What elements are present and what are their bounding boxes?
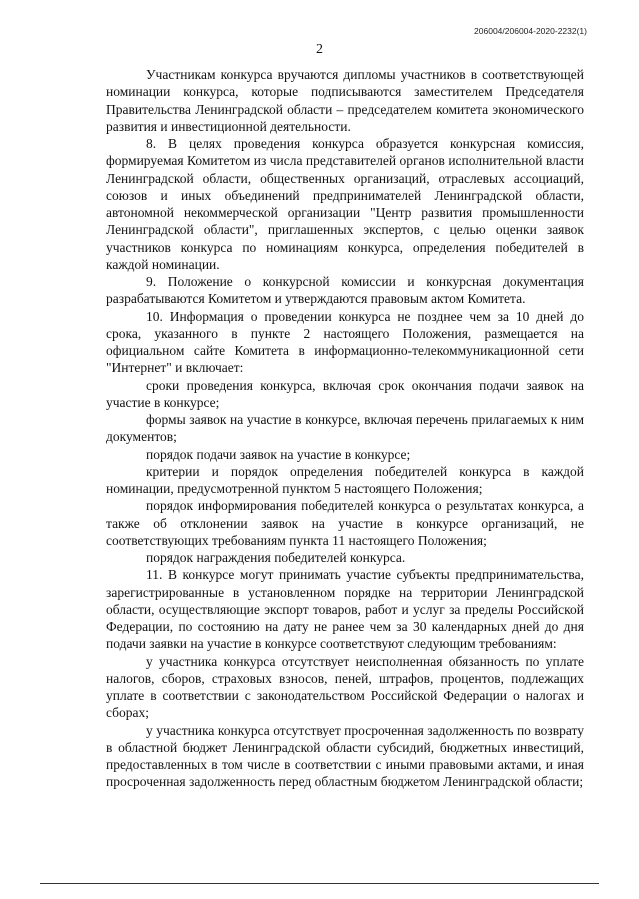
- paragraph-8: 8. В целях проведения конкурса образуется конкурсная комиссия, формируемая Комитетом из числа представителей органов исполнительной власти Ленинградской области, общественных организаций, отраслевых ассоциаций, союзов и иных объединений предпринимателей Ленинградской области, автономной некоммерческой организации "Центр развития промышленности Ленинградской области", приглашенных экспертов, с целью оценки заявок участников конкурса по номинациям конкурса, определения победителей в каждой номинации.: [106, 136, 584, 272]
- paragraph-11: 11. В конкурсе могут принимать участие субъекты предпринимательства, зарегистрированные в установленном порядке на территории Ленинградской области, осуществляющие экспорт товаров, работ и услуг за пределы Российской Федерации, по состоянию на дату не ранее чем за 30 календарных дней до дня подачи заявки на участие в конкурсе соответствуют следующим требованиям:: [106, 567, 584, 652]
- paragraph-diplomas: Участникам конкурса вручаются дипломы участников в соответствующей номинации конкурса, которые подписываются заместителем Председателя Правительства Ленинградской области – председателем комитета экономического развития и инвестиционной деятельности.: [106, 67, 584, 134]
- list-item: сроки проведения конкурса, включая срок окончания подачи заявок на участие в конкурсе;: [106, 377, 584, 410]
- list-item: порядок награждения победителей конкурса.: [146, 550, 406, 565]
- paragraph-9: 9. Положение о конкурсной комиссии и конкурсная документация разрабатываются Комитетом и утверждаются правовым актом Комитета.: [106, 274, 584, 307]
- paragraph-10: 10. Информация о проведении конкурса не позднее чем за 10 дней до срока, указанного в пункте 2 настоящего Положения, размещается на официальном сайте Комитета в информационно-телекоммуникационной сети "Интернет" и включает:: [106, 308, 584, 376]
- list-item: порядок подачи заявок на участие в конкурсе;: [146, 446, 411, 462]
- document-id: 206004/206004-2020-2232(1): [474, 26, 587, 36]
- list-item: у участника конкурса отсутствует просроченная задолженность по возврату в областной бюджет Ленинградской области субсидий, бюджетных инвестиций, предоставленных в том числе в соответствии с иными правовыми актами, и иная просроченная задолженность перед областным бюджетом Ленинградской области;: [106, 722, 584, 790]
- list-item: у участника конкурса отсутствует неисполненная обязанность по уплате налогов, сборов, страховых взносов, пеней, штрафов, процентов, подлежащих уплате в соответствии с законодательством Российской Федерации о налогах и сборах;: [106, 653, 584, 721]
- page-number: 2: [316, 42, 323, 57]
- document-body: [106, 66, 584, 791]
- footer-divider: [40, 883, 599, 884]
- list-item: порядок информирования победителей конкурса о результатах конкурса, а также об отклонении заявок на участие в конкурсе организаций, не соответствующих требованиям пункта 11 настоящего Положения;: [106, 498, 584, 548]
- list-item: критерии и порядок определения победителей конкурса в каждой номинации, предусмотренной пунктом 5 настоящего Положения;: [106, 463, 584, 496]
- list-item: формы заявок на участие в конкурсе, включая перечень прилагаемых к ним документов;: [106, 412, 584, 445]
